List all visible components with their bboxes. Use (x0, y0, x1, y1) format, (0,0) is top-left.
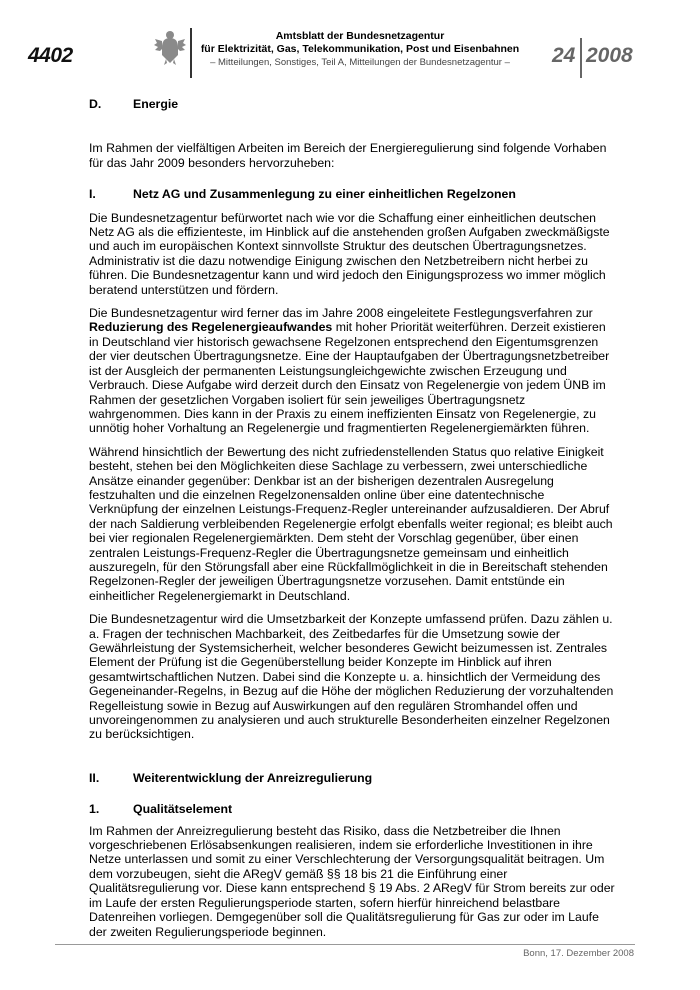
section-number: D. (89, 97, 102, 111)
section-number: 1. (89, 802, 100, 817)
section-title: Weiterentwicklung der Anreizregulierung (133, 770, 373, 785)
issue-year: 2008 (586, 44, 633, 67)
paragraph: Die Bundesnetzagentur wird die Umsetzbarkeit der Konzepte umfassend prüfen. Dazu zählen u. a. Fragen der technischen Machbarkeit, des Zeitbedarfes für die Umsetzung sowie der Gewährleistung der Systemsicherheit, welcher besonderes Gewicht beizumessen ist. Zentrales Element der Prüfung ist die Gegenüberstellung beider Konzepte im Hinblick auf ihren gesamtwirtschaftlichen Nutzen. Dabei sind die Konzepte u. a. hinsichtlich der Vermeidung des Gegeneinander-Regelns, in Bezug auf die Höhe der möglichen Reduzierung der vorzuhaltenden Regelleistung sowie in Bezug auf Auswirkungen auf den regulären Stromhandel offen und unvoreingenommen zu analysieren und auch strukturelle Besonderheiten einzelner Regelzonen zu berücksichtigen. (89, 612, 614, 742)
header-divider (190, 28, 192, 78)
paragraph-text: Die Bundesnetzagentur wird ferner das im Jahre 2008 eingeleitete Festlegungsverfahren zur (89, 306, 593, 321)
paragraph-text: mit hoher Priorität weiterführen. Derzeit existieren in Deutschland vier historisch gewachsene Regelzonen entsprechend den Eigentumsgrenzen der vier deutschen Übertragungsnetze. Eine der Hauptaufgaben der Übertragungsnetzbetreiber ist der Ausgleich der permanenten Leistungsungleichgewichte zwischen Erzeugung und Verbrauch. Diese Aufgabe wird derzeit durch den Einsatz von Regelenergie von jedem ÜNB im Rahmen der gesetzlichen Vorgaben isoliert für sein jeweiliges Übertragungsnetz wahrgenommen. Dies kann in der Praxis zu einem ineffizienten Einsatz von Regelenergie, zu unnötig hoher Vorhaltung an Regelenergie und fragmentierten Regelenergiemärkten führen. (89, 320, 610, 436)
section-heading-i (89, 187, 616, 201)
gazette-title-line1: Amtsblatt der Bundesnetzagentur (275, 30, 445, 42)
footer-place-date: Bonn, 17. Dezember 2008 (523, 948, 634, 959)
gazette-title-line2: für Elektrizität, Gas, Telekommunikation, Post und Eisenbahnen (200, 43, 520, 55)
paragraph: Im Rahmen der Anreizregulierung besteht das Risiko, dass die Netzbetreiber die Ihnen vorgeschriebenen Erlösabsenkungen realisieren, indem sie erforderliche Investitionen in ihre Netze unterlassen und somit zu einer Verschlechterung der Versorgungsqualität beitragen. Um dem vorzubeugen, sieht die ARegV gemäß §§ 18 bis 21 die Einführung einer Qualitätsregulierung vor. Diese kann entsprechend § 19 Abs. 2 ARegV für Strom bereits zur oder im Laufe der ersten Regulierungsperiode starten, sofern hierfür hinreichend belastbare Datenreihen vorliegen. Demgegenüber soll die Qualitätsregulierung für Gas zur oder im Laufe der zweiten Regulierungsperiode beginnen. (89, 823, 615, 939)
issue-divider (580, 38, 582, 78)
section-number: I. (89, 187, 96, 202)
section-number: II. (89, 770, 100, 785)
paragraph: Während hinsichtlich der Bewertung des nicht zufriedenstellenden Status quo relative Einigkeit besteht, stehen bei den Möglichkeiten diese Sachlage zu verbessern, zwei unterschiedliche Ansätze einander gegenüber: Denkbar ist an der bisherigen dezentralen Ausregelung festzuhalten und die einzelnen Regelzonensalden online über eine datentechnische Verknüpfung der einzelnen Leistungs-Frequenz-Regler untereinander aufzusaldieren. Der Abruf der nach Saldierung verbleibenden Regelenergie erfolgt ebenfalls weiter regional; es bleibt auch bei vier regionalen Regelenergiemärkten. Dem steht der Vorschlag gegenüber, über einen zentralen Leistungs-Frequenz-Regler die Übertragungsnetze gemeinsam und einheitlich auszuregeln, für den Störungsfall aber eine Rückfallmöglichkeit in die in Bereitschaft stehenden Regelzonen-Regler der jeweiligen Übertragungsnetze vorzusehen. Damit entstünde ein einheitlicher Regelenergiemarkt in Deutschland. (89, 444, 613, 603)
gazette-title (200, 30, 520, 56)
paragraph: Die Bundesnetzagentur befürwortet nach wie vor die Schaffung einer einheitlichen deutschen Netz AG als die effizienteste, im Hinblick auf die anstehenden großen Aufgaben zweckmäßigste und auch im europäischen Kontext sinnvollste Struktur des deutschen Übertragungsnetzes. Administrativ ist die dazu notwendige Einigung zwischen den Netzbetreibern nicht herbei zu führen. Die Bundesnetzagentur kann und wird jedoch den Einigungsprozess wo immer möglich beratend unterstützen und fördern. (89, 210, 610, 297)
page-number: 4402 (28, 44, 73, 67)
issue-number: 24 (552, 44, 576, 67)
section-title: Netz AG und Zusammenlegung zu einer einheitlichen Regelzonen (133, 187, 516, 202)
federal-eagle-icon (153, 28, 187, 66)
page-header (0, 0, 700, 90)
emphasis-text: Reduzierung des Regelenergieaufwandes (89, 320, 333, 335)
section-heading-d (89, 97, 616, 111)
intro-paragraph: Im Rahmen der vielfältigen Arbeiten im Bereich der Energieregulierung sind folgende Vorhaben für das Jahr 2009 besonders hervorzuheben: (89, 141, 607, 170)
section-title: Energie (133, 97, 179, 111)
gazette-subtitle: – Mitteilungen, Sonstiges, Teil A, Mitteilungen der Bundesnetzagentur – (210, 57, 510, 68)
footer-divider (55, 944, 635, 945)
section-title: Qualitätselement (133, 802, 233, 817)
document-body (89, 97, 616, 939)
paragraph (89, 306, 616, 436)
section-heading-ii (89, 771, 616, 785)
subsection-heading-1 (89, 802, 616, 816)
